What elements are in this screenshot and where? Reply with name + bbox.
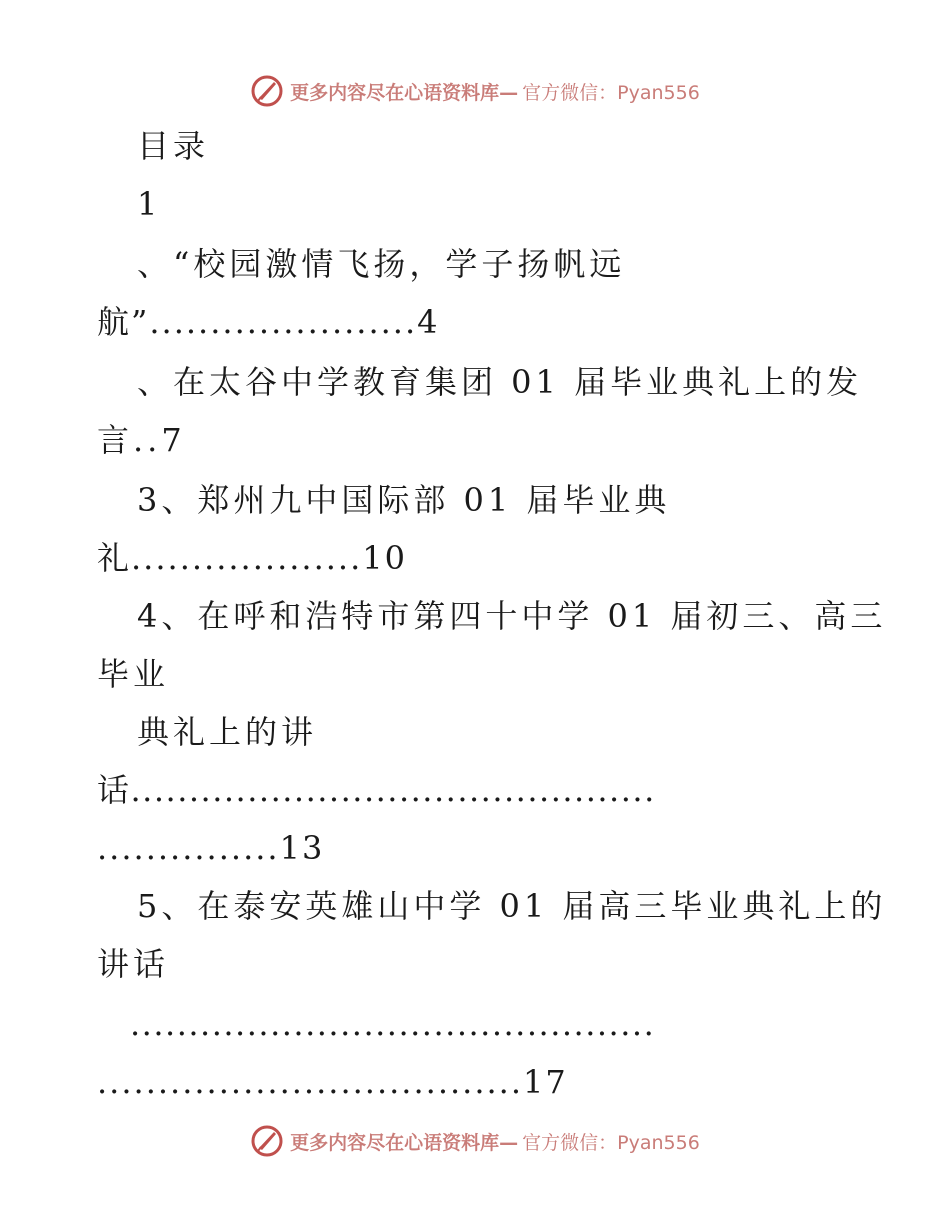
toc-entry-2-line-1: 、在太谷中学教育集团 01 届毕业典礼上的发 <box>137 363 863 401</box>
quill-logo-icon <box>250 1124 284 1158</box>
toc-entry-4-line-3: 典礼上的讲 <box>137 713 318 751</box>
toc-line-number: 1 <box>137 185 162 223</box>
toc-entry-1-line-1: 、“校园激情飞扬，学子扬帆远 <box>137 245 626 283</box>
banner-wechat: 官方微信：Pyan556 <box>522 1131 700 1154</box>
toc-entry-4-line-4: 话............................................. <box>97 771 656 809</box>
toc-entry-4-line-2: 毕业 <box>97 655 170 693</box>
toc-entry-5-line-2: 讲话 <box>97 945 170 983</box>
banner-text: 更多内容尽在心语资料库— <box>290 1131 519 1154</box>
toc-entry-5-line-1: 5、在泰安英雄山中学 01 届高三毕业典礼上的 <box>137 887 887 925</box>
toc-entry-5-line-3: ............................................. <box>130 1005 656 1043</box>
toc-entry-2-line-2: 言..7 <box>97 421 186 459</box>
toc-entry-3-line-2: 礼...................10 <box>97 539 407 577</box>
toc-entry-3-line-1: 3、郑州九中国际部 01 届毕业典 <box>137 481 671 519</box>
footer-banner <box>0 1121 950 1161</box>
toc-heading: 目录 <box>137 127 210 165</box>
toc-entry-4-line-5: ...............13 <box>97 829 325 867</box>
banner-wechat: 官方微信：Pyan556 <box>522 81 700 104</box>
toc-entry-1-line-2: 航”......................4 <box>97 303 440 341</box>
toc-entry-5-line-4: ...................................17 <box>97 1063 568 1101</box>
banner-text: 更多内容尽在心语资料库— <box>290 81 519 104</box>
quill-logo-icon <box>250 74 284 108</box>
toc-entry-4-line-1: 4、在呼和浩特市第四十中学 01 届初三、高三 <box>137 597 887 635</box>
header-banner <box>0 71 950 111</box>
